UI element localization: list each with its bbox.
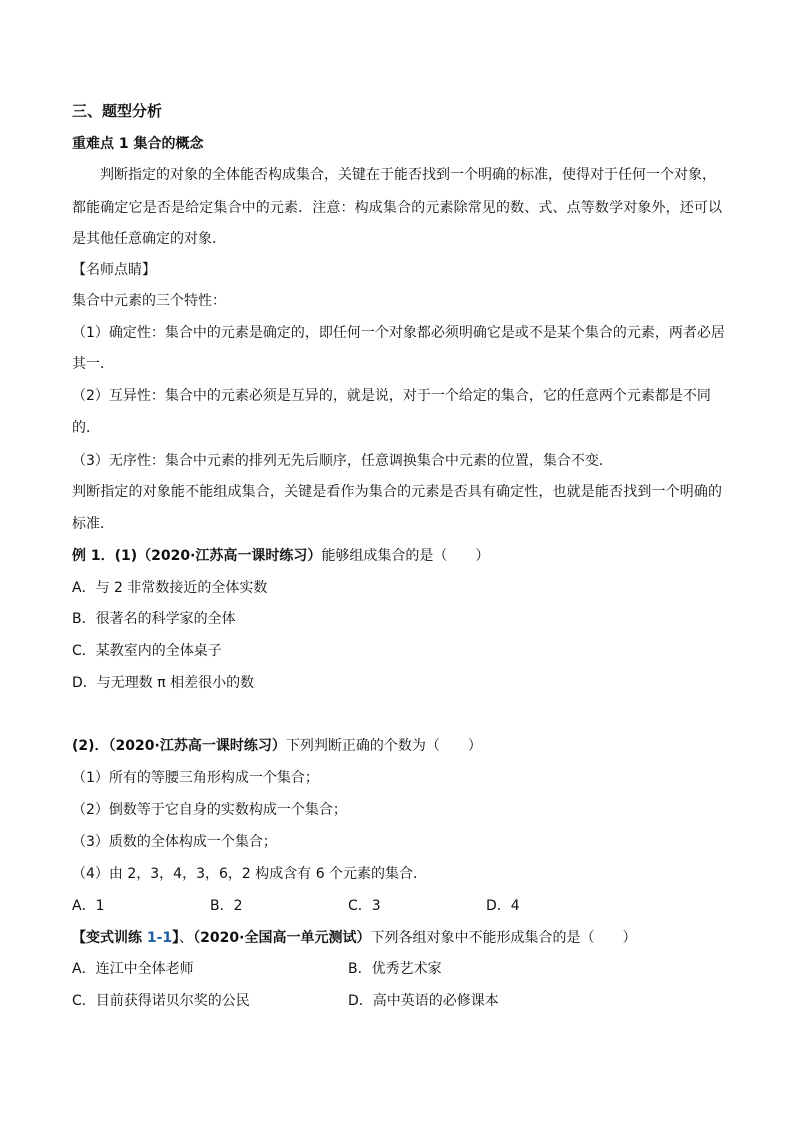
example-2-statement-2: （2）倒数等于它自身的实数构成一个集合； bbox=[72, 802, 347, 818]
example-2-statement-1: （1）所有的等腰三角形构成一个集合； bbox=[72, 770, 319, 786]
exercise-source: （2020·全国高一单元测试） bbox=[193, 930, 371, 946]
example-2-statement-4: （4）由 2，3，4，3，6，2 构成含有 6 个元素的集合． bbox=[72, 866, 428, 882]
tip-line-2: 其一． bbox=[72, 356, 114, 372]
example-2-heading bbox=[72, 736, 482, 756]
tip-line-6: 判断指定的对象能不能组成集合，关键是看作为集合的元素是否具有确定性，也就是能否找到一个明确的 bbox=[72, 484, 722, 500]
example-2-option-c: C．3 bbox=[348, 898, 381, 914]
example-1-option-a: A．与 2 非常数接近的全体实数 bbox=[72, 580, 268, 596]
tip-label: 【名师点睛】 bbox=[72, 262, 156, 278]
example-2-question: 下列判断正确的个数为（ ） bbox=[285, 738, 482, 754]
exercise-option-b: B．优秀艺术家 bbox=[348, 961, 442, 977]
example-2-option-b: B．2 bbox=[210, 898, 243, 914]
exercise-label-open: 【变式训练 bbox=[72, 930, 147, 946]
example-2-option-d: D．4 bbox=[486, 898, 520, 914]
exercise-label-number: 1-1 bbox=[146, 930, 173, 946]
tip-line-4: 的． bbox=[72, 420, 100, 436]
example-2-statement-3: （3）质数的全体构成一个集合； bbox=[72, 834, 277, 850]
exercise-option-a: A．连江中全体老师 bbox=[72, 961, 194, 977]
exercise-label-close: 】 bbox=[172, 930, 180, 946]
example-1-heading bbox=[72, 546, 489, 566]
exercise-separator: 、 bbox=[179, 930, 194, 946]
example-1-label: 例 1．(1)（2020·江苏高一课时练习） bbox=[72, 548, 322, 564]
intro-line-2: 都能确定它是否是给定集合中的元素．注意：构成集合的元素除常见的数、式、点等数学对象外，还可以 bbox=[72, 200, 722, 216]
example-1-option-b: B．很著名的科学家的全体 bbox=[72, 611, 236, 627]
example-1-option-c: C．某教室内的全体桌子 bbox=[72, 643, 222, 659]
exercise-heading bbox=[72, 928, 636, 948]
exercise-option-d: D．高中英语的必修课本 bbox=[348, 993, 499, 1009]
tip-line-5: （3）无序性：集合中元素的排列无先后顺序，任意调换集合中元素的位置，集合不变． bbox=[72, 453, 613, 469]
intro-line-1: 判断指定的对象的全体能否构成集合，关键在于能否找到一个明确的标准，使得对于任何一个对象， bbox=[100, 167, 716, 183]
tip-intro: 集合中元素的三个特性： bbox=[72, 293, 226, 309]
tip-line-7: 标准． bbox=[72, 516, 114, 532]
section-title: 三、题型分析 bbox=[72, 102, 163, 120]
tip-line-3: （2）互异性：集合中的元素必须是互异的，就是说，对于一个给定的集合，它的任意两个元素都是不同 bbox=[72, 388, 711, 404]
intro-line-3: 是其他任意确定的对象． bbox=[72, 231, 226, 247]
key-point-title: 重难点 1 集合的概念 bbox=[72, 136, 204, 152]
tip-line-1: （1）确定性：集合中的元素是确定的，即任何一个对象都必须明确它是或不是某个集合的元素，两者必居 bbox=[72, 325, 725, 341]
example-1-option-d: D．与无理数 π 相差很小的数 bbox=[72, 675, 255, 691]
exercise-option-c: C．目前获得诺贝尔奖的公民 bbox=[72, 993, 250, 1009]
example-1-question: 能够组成集合的是（ ） bbox=[321, 548, 490, 564]
exercise-question: 下列各组对象中不能形成集合的是（ ） bbox=[370, 930, 637, 946]
example-2-label: (2)．（2020·江苏高一课时练习） bbox=[72, 738, 286, 754]
example-2-option-a: A．1 bbox=[72, 898, 105, 914]
